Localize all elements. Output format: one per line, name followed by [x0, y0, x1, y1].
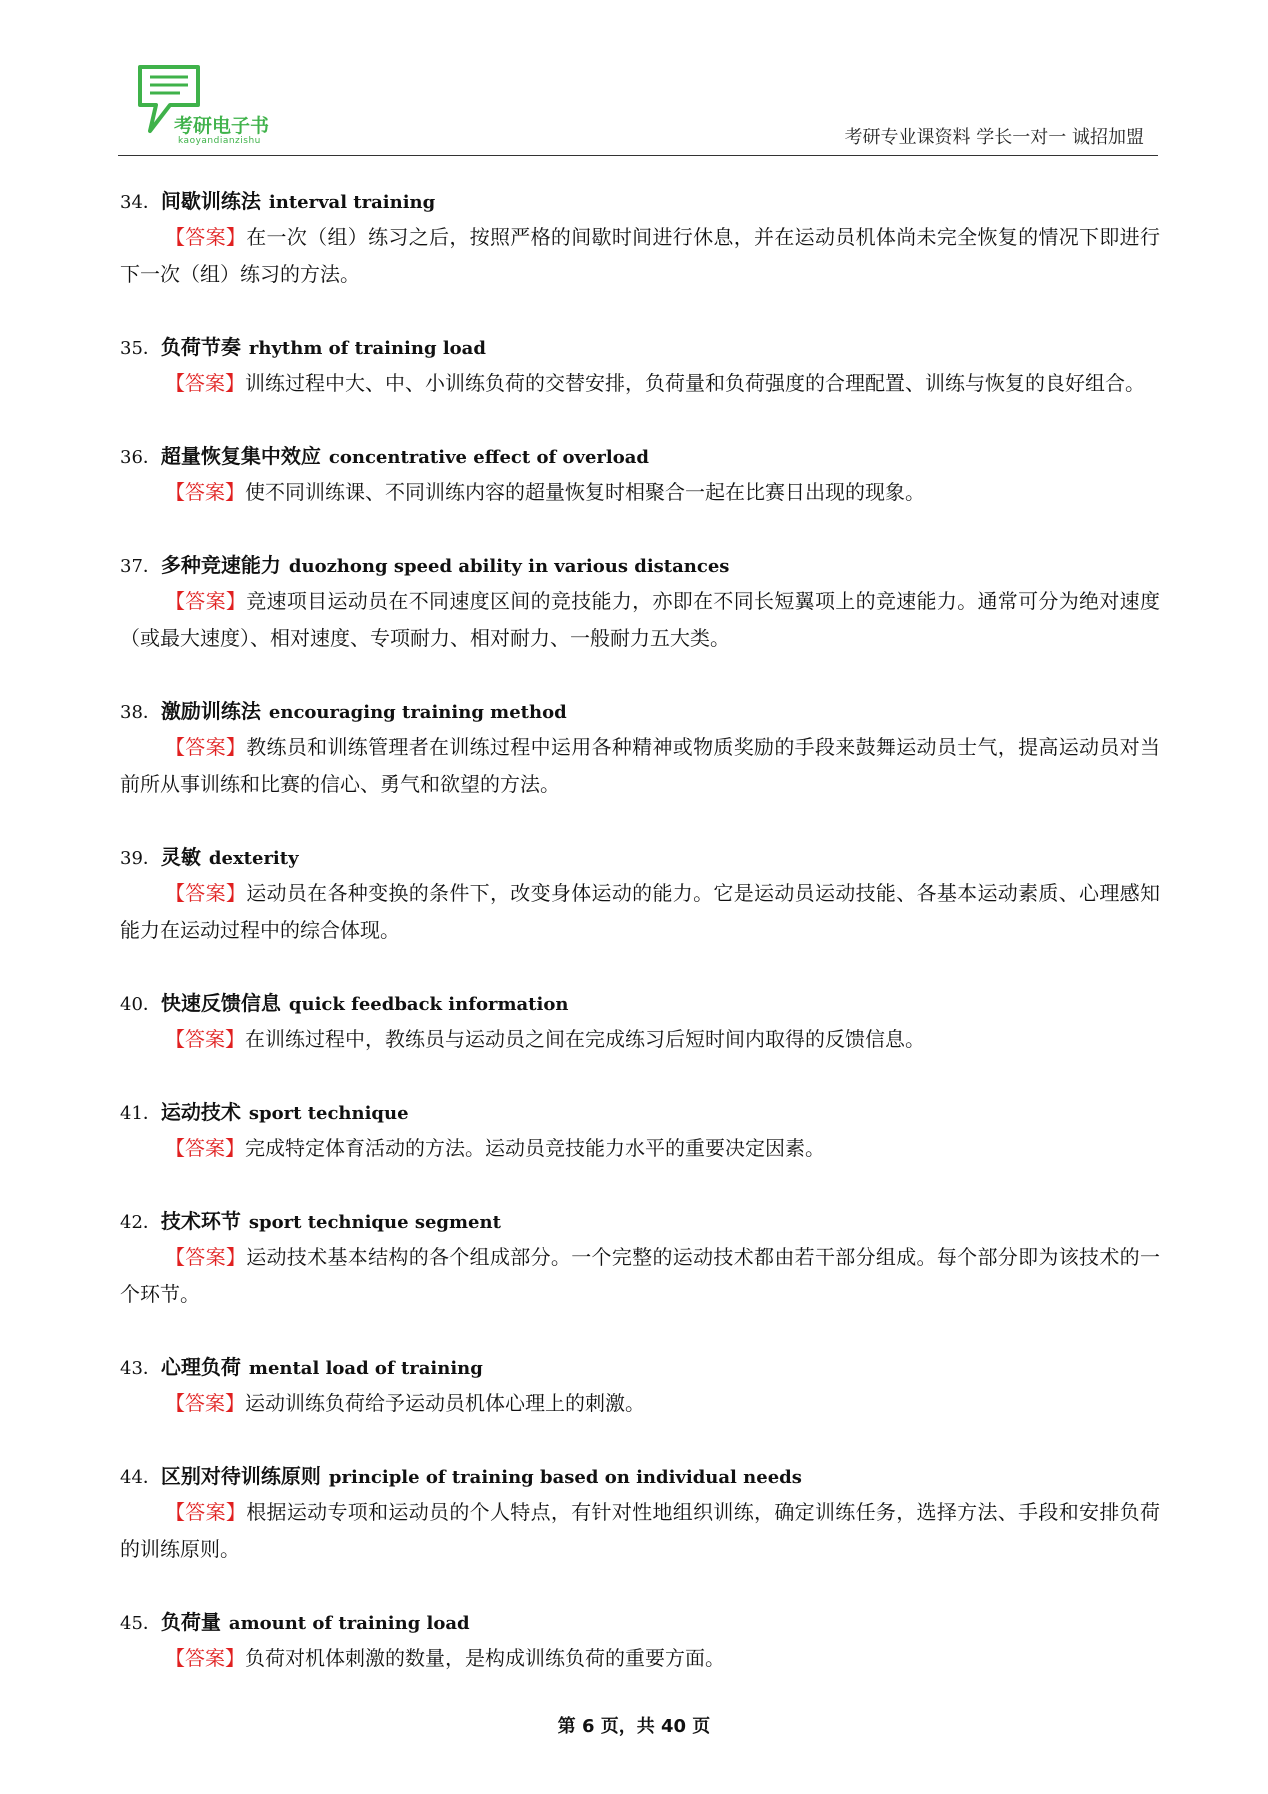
- term-chinese: 间歇训练法: [160, 189, 261, 213]
- glossary-entry: [120, 1606, 1160, 1677]
- term-chinese: 技术环节: [160, 1209, 241, 1233]
- answer-text: 在训练过程中，教练员与运动员之间在完成练习后短时间内取得的反馈信息。: [245, 1027, 925, 1051]
- term-english: encouraging training method: [268, 702, 567, 723]
- term-line: [120, 1205, 1160, 1237]
- glossary-entry: [120, 1351, 1160, 1422]
- glossary-entry: [120, 549, 1160, 657]
- term-line: [120, 1351, 1160, 1383]
- answer-text: 运动技术基本结构的各个组成部分。一个完整的运动技术都由若干部分组成。每个部分即为该技术的一个环节。: [120, 1245, 1160, 1306]
- glossary-entry: [120, 1205, 1160, 1313]
- term-number: 41．: [120, 1103, 161, 1124]
- answer-label: 【答案】: [165, 480, 245, 504]
- answer-label: 【答案】: [165, 371, 245, 395]
- term-answer: [120, 1640, 1160, 1677]
- answer-text: 完成特定体育活动的方法。运动员竞技能力水平的重要决定因素。: [245, 1136, 825, 1160]
- glossary-entry: [120, 841, 1160, 949]
- answer-text: 运动员在各种变换的条件下，改变身体运动的能力。它是运动员运动技能、各基本运动素质、心理感知能力在运动过程中的综合体现。: [120, 881, 1160, 942]
- term-chinese: 负荷量: [160, 1610, 221, 1634]
- page-number: 第 6 页，共 40 页: [557, 1716, 711, 1737]
- term-number: 38．: [120, 702, 161, 723]
- answer-label: 【答案】: [165, 1027, 245, 1051]
- term-chinese: 灵敏: [160, 845, 201, 869]
- term-english: sport technique segment: [248, 1212, 501, 1233]
- answer-text: 使不同训练课、不同训练内容的超量恢复时相聚合一起在比赛日出现的现象。: [245, 480, 925, 504]
- term-english: duozhong speed ability in various distances: [288, 556, 730, 577]
- term-answer: [120, 365, 1160, 402]
- answer-label: 【答案】: [165, 881, 247, 905]
- term-chinese: 多种竞速能力: [160, 553, 281, 577]
- term-number: 37．: [120, 556, 161, 577]
- term-answer: [120, 1494, 1160, 1568]
- glossary-entry: [120, 987, 1160, 1058]
- term-line: [120, 549, 1160, 581]
- term-english: interval training: [268, 192, 436, 213]
- term-chinese: 运动技术: [160, 1100, 241, 1124]
- term-answer: [120, 219, 1160, 293]
- term-line: [120, 695, 1160, 727]
- page-header: [118, 55, 1158, 156]
- term-english: quick feedback information: [288, 994, 569, 1015]
- term-answer: [120, 1130, 1160, 1167]
- term-english: concentrative effect of overload: [328, 447, 649, 468]
- term-number: 45．: [120, 1613, 161, 1634]
- term-chinese: 超量恢复集中效应: [160, 444, 321, 468]
- answer-label: 【答案】: [165, 1136, 245, 1160]
- answer-label: 【答案】: [165, 225, 247, 249]
- glossary-entry: [120, 1096, 1160, 1167]
- term-line: [120, 1606, 1160, 1638]
- term-answer: [120, 583, 1160, 657]
- answer-label: 【答案】: [165, 735, 247, 759]
- answer-label: 【答案】: [165, 1500, 247, 1524]
- term-english: amount of training load: [228, 1613, 470, 1634]
- term-answer: [120, 1385, 1160, 1422]
- term-chinese: 区别对待训练原则: [160, 1464, 321, 1488]
- term-number: 43．: [120, 1358, 161, 1379]
- answer-text: 竞速项目运动员在不同速度区间的竞技能力，亦即在不同长短翼项上的竞速能力。通常可分为绝对速度（或最大速度）、相对速度、专项耐力、相对耐力、一般耐力五大类。: [120, 589, 1160, 650]
- term-answer: [120, 474, 1160, 511]
- answer-text: 运动训练负荷给予运动员机体心理上的刺激。: [245, 1391, 645, 1415]
- term-line: [120, 841, 1160, 873]
- term-chinese: 心理负荷: [160, 1355, 241, 1379]
- glossary-entry: [120, 331, 1160, 402]
- term-number: 44．: [120, 1467, 161, 1488]
- term-english: dexterity: [208, 848, 299, 869]
- answer-text: 教练员和训练管理者在训练过程中运用各种精神或物质奖励的手段来鼓舞运动员士气，提高运动员对当前所从事训练和比赛的信心、勇气和欲望的方法。: [120, 735, 1160, 796]
- answer-text: 训练过程中大、中、小训练负荷的交替安排，负荷量和负荷强度的合理配置、训练与恢复的良好组合。: [245, 371, 1145, 395]
- logo-subtext: kaoyandianzishu: [178, 136, 261, 146]
- term-answer: [120, 1239, 1160, 1313]
- term-number: 35．: [120, 338, 161, 359]
- term-answer: [120, 1021, 1160, 1058]
- logo: [136, 63, 326, 147]
- term-number: 34．: [120, 192, 161, 213]
- answer-label: 【答案】: [165, 589, 247, 613]
- term-answer: [120, 875, 1160, 949]
- term-chinese: 激励训练法: [160, 699, 261, 723]
- term-chinese: 快速反馈信息: [160, 991, 281, 1015]
- term-line: [120, 1460, 1160, 1492]
- term-number: 39．: [120, 848, 161, 869]
- term-line: [120, 987, 1160, 1019]
- term-english: rhythm of training load: [248, 338, 486, 359]
- term-chinese: 负荷节奏: [160, 335, 241, 359]
- term-english: mental load of training: [248, 1358, 483, 1379]
- term-line: [120, 331, 1160, 363]
- answer-label: 【答案】: [165, 1391, 245, 1415]
- term-line: [120, 440, 1160, 472]
- logo-text: 考研电子书: [174, 115, 270, 137]
- glossary-entry: [120, 1460, 1160, 1568]
- term-answer: [120, 729, 1160, 803]
- glossary-entry: [120, 695, 1160, 803]
- answer-text: 负荷对机体刺激的数量，是构成训练负荷的重要方面。: [245, 1646, 725, 1670]
- glossary-entry: [120, 440, 1160, 511]
- term-number: 36．: [120, 447, 161, 468]
- answer-text: 在一次（组）练习之后，按照严格的间歇时间进行休息，并在运动员机体尚未完全恢复的情况下即进行下一次（组）练习的方法。: [120, 225, 1160, 286]
- term-english: sport technique: [248, 1103, 409, 1124]
- answer-text: 根据运动专项和运动员的个人特点，有针对性地组织训练，确定训练任务，选择方法、手段和安排负荷的训练原则。: [120, 1500, 1160, 1561]
- term-line: [120, 1096, 1160, 1128]
- glossary-entry: [120, 185, 1160, 293]
- answer-label: 【答案】: [165, 1245, 247, 1269]
- term-line: [120, 185, 1160, 217]
- term-number: 42．: [120, 1212, 161, 1233]
- glossary-list: [120, 185, 1160, 1715]
- term-english: principle of training based on individual needs: [328, 1467, 802, 1488]
- answer-label: 【答案】: [165, 1646, 245, 1670]
- term-number: 40．: [120, 994, 161, 1015]
- header-slogan: 考研专业课资料 学长一对一 诚招加盟: [844, 127, 1144, 148]
